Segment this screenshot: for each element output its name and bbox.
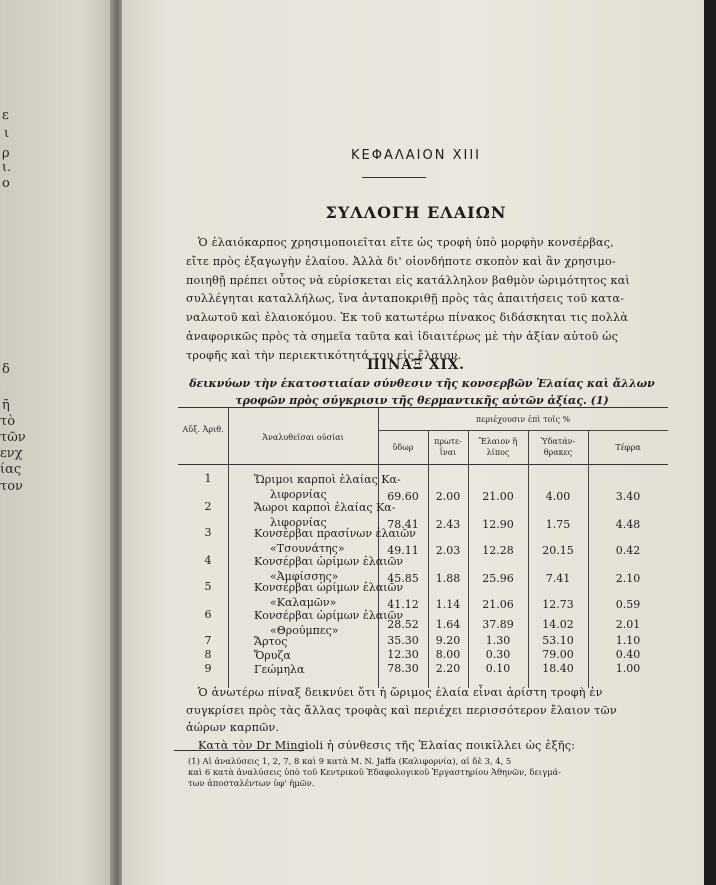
header-carbs: Ὑδατάν-θρακες — [540, 437, 576, 457]
conclusion-paragraph — [186, 684, 664, 754]
cell-ash: 0.59 — [615, 598, 641, 611]
text-line: ἀώρων καρπῶν. — [186, 721, 280, 734]
row-substance-line: «Τσουνάτης» — [270, 542, 345, 555]
cell-carbs: 53.10 — [542, 634, 574, 647]
left-page-fragment: ι. — [2, 160, 12, 175]
table-subtitle-line: τροφῶν πρὸς σύγκρισιν τῆς θερμαντικῆς αὐτῶν ἀξίας. (1) — [235, 394, 609, 407]
section-title: ΣΥΛΛΟΓΗ ΕΛΑΙΩΝ — [325, 203, 507, 222]
row-substance-line: Κονσέρβαι πρασίνων ἐλαιῶν — [254, 527, 416, 540]
heading-divider — [362, 177, 426, 178]
left-page-fragment: ίας — [0, 462, 22, 477]
cell-carbs: 12.73 — [542, 598, 574, 611]
intro-paragraph — [186, 234, 664, 366]
cell-protein: 9.20 — [435, 634, 461, 647]
text-line: συλλέγηται καταλλήλως, ἵνα ἀνταποκριθῇ πρὸς τὰς ἀπαιτήσεις τοῦ κατα- — [186, 292, 625, 306]
cell-fat: 37.89 — [482, 618, 514, 631]
row-number: 1 — [204, 472, 212, 485]
left-page-fragment: ενχ — [0, 446, 23, 461]
row-number: 2 — [204, 500, 212, 513]
left-page-fragment: δ — [2, 362, 10, 377]
cell-water: 78.41 — [387, 518, 419, 531]
cell-water: 35.30 — [387, 634, 419, 647]
page-edge-shadow — [704, 0, 716, 885]
cell-protein: 1.64 — [435, 618, 461, 631]
text-line: ἀναφορικῶς πρὸς τὰ σημεῖα ταῦτα καὶ ἰδιαιτέρως μὲ τὴν ἀξίαν αὐτοῦ ὡς — [186, 329, 619, 343]
cell-water: 69.60 — [387, 490, 419, 503]
cell-fat: 0.30 — [485, 648, 511, 661]
row-substance-line: Κονσέρβαι ὡρίμων ἐλαιῶν — [254, 555, 404, 568]
row-substance-line: Ἄρτος — [254, 635, 288, 648]
table-subtitle — [162, 375, 682, 409]
header-serial-no: Αὔξ. Ἀριθ. — [182, 425, 224, 434]
row-number: 8 — [204, 648, 212, 661]
text-line: ναλωτοῦ καὶ ἐλαιοκόμου. Ἐκ τοῦ κατωτέρω πίνακος διδάσκηται τις πολλὰ — [186, 311, 629, 325]
cell-water: 78.30 — [387, 662, 419, 675]
cell-fat: 21.06 — [482, 598, 514, 611]
text-line: εἴτε πρὸς ἐξαγωγὴν ἐλαίου. Ἀλλὰ δι' οἱονδήποτε σκοπὸν καὶ ἂν χρησιμο- — [186, 254, 616, 268]
cell-fat: 21.00 — [482, 490, 514, 503]
cell-water: 12.30 — [387, 648, 419, 661]
cell-ash: 1.00 — [615, 662, 641, 675]
text-line: Κατὰ τὸν Dr Mingioli ἡ σύνθεσις τῆς Ἐλαίας ποικίλλει ὡς ἑξῆς: — [198, 738, 576, 752]
row-substance-line: «Καλαμῶν» — [270, 596, 337, 609]
left-page-fragment: ο — [2, 176, 10, 191]
cell-carbs: 20.15 — [542, 544, 574, 557]
row-substance-line: Κονσέρβαι ὡρίμων ἐλαιῶν — [254, 581, 404, 594]
table-title: ΠΙΝΑΞ XIX. — [366, 357, 466, 373]
row-substance-line: «Θρούμπες» — [270, 624, 339, 637]
footnote-divider — [174, 750, 304, 751]
left-page-fragment: ῆ — [2, 398, 10, 413]
cell-ash: 2.10 — [615, 572, 641, 585]
text-line: ποιηθῇ πρέπει οὗτος νὰ εὑρίσκεται εἰς κατάλληλον βαθμὸν ὡριμότητος καὶ — [186, 273, 631, 287]
table-subtitle-line: δεικνύων τὴν ἑκατοστιαίαν σύνθεσιν τῆς κονσερβῶν Ἐλαίας καὶ ἄλλων — [189, 377, 655, 390]
cell-carbs: 7.41 — [545, 572, 571, 585]
cell-fat: 12.90 — [482, 518, 514, 531]
cell-ash: 4.48 — [615, 518, 641, 531]
text-line: Ὁ ἀνωτέρω πίναξ δεικνύει ὅτι ἡ ὥριμος ἐλαία εἶναι ἀρίστη τροφὴ ἐν — [198, 686, 603, 699]
table-header — [178, 408, 668, 465]
row-number: 9 — [204, 662, 212, 675]
cell-protein: 1.14 — [435, 598, 461, 611]
cell-carbs: 14.02 — [542, 618, 574, 631]
cell-carbs: 4.00 — [545, 490, 571, 503]
cell-carbs: 18.40 — [542, 662, 574, 675]
left-page-fragment: τὸ — [0, 414, 16, 429]
header-substance: Ἀναλυθεῖσαι οὐσίαι — [262, 433, 344, 442]
row-substance-line: Γεώμηλα — [254, 663, 305, 676]
cell-fat: 25.96 — [482, 572, 514, 585]
cell-protein: 2.43 — [435, 518, 461, 531]
row-number: 4 — [204, 554, 212, 567]
row-substance-line: λιφορνίας — [270, 488, 327, 501]
cell-water: 28.52 — [387, 618, 419, 631]
row-number: 5 — [204, 580, 212, 593]
cell-ash: 0.40 — [615, 648, 641, 661]
footnote-line: (1) Αἱ ἀναλύσεις 1, 2, 7, 8 καὶ 9 κατὰ M. N. Jaffa (Καλιφορνία), αἱ δὲ 3, 4, 5 — [188, 756, 512, 766]
footnote — [188, 756, 658, 789]
row-substance-line: Ὥριμοι καρποὶ ἐλαίας Κα- — [254, 473, 401, 486]
cell-carbs: 1.75 — [545, 518, 571, 531]
text-line: συγκρίσει πρὸς τὰς ἄλλας τροφὰς καὶ περιέχει περισσότερον ἔλαιον τῶν — [186, 703, 617, 717]
header-ash: Τέφρα — [615, 443, 641, 452]
row-substance-line: λιφορνίας — [270, 516, 327, 529]
row-number: 7 — [204, 634, 212, 647]
row-substance-line: «Ἀμφίσσης» — [270, 570, 339, 583]
cell-ash: 3.40 — [615, 490, 641, 503]
header-fat: Ἔλαιον ἢ λίπος — [478, 437, 518, 457]
cell-carbs: 79.00 — [542, 648, 574, 661]
left-page-fragment: ε — [2, 108, 9, 123]
header-water: ὕδωρ — [392, 443, 414, 452]
left-facing-page — [0, 0, 118, 885]
row-number: 3 — [204, 526, 212, 539]
row-substance-line: Ἄωροι καρποὶ ἐλαίας Κα- — [254, 501, 396, 514]
text-line: τροφῆς καὶ τὴν περιεκτικότητά του εἰς ἔλαιον. — [186, 348, 462, 362]
cell-water: 49.11 — [387, 544, 419, 557]
header-protein: πρωτε-ΐναι — [434, 437, 462, 457]
cell-ash: 2.01 — [615, 618, 641, 631]
row-number: 6 — [204, 608, 212, 621]
left-page-fragment: ρ — [2, 146, 10, 161]
cell-fat: 12.28 — [482, 544, 514, 557]
cell-protein: 1.88 — [435, 572, 461, 585]
cell-fat: 1.30 — [485, 634, 511, 647]
composition-table — [178, 407, 668, 676]
cell-fat: 0.10 — [485, 662, 511, 675]
cell-protein: 8.00 — [435, 648, 461, 661]
text-line: Ὁ ἐλαιόκαρπος χρησιμοποιεῖται εἴτε ὡς τροφὴ ὑπὸ μορφὴν κονσέρβας, — [198, 236, 614, 249]
cell-water: 45.85 — [387, 572, 419, 585]
left-page-fragment: τῶν — [0, 430, 26, 445]
chapter-heading: ΚΕΦΑΛΑΙΟΝ XIII — [351, 148, 481, 163]
header-percent-group: περιέχουσιν ἐπὶ τοῖς % — [475, 415, 571, 424]
left-page-fragment: τον — [0, 479, 23, 494]
book-page — [122, 0, 710, 885]
cell-ash: 0.42 — [615, 544, 641, 557]
footnote-line: των ἀποσταλέντων ὑφ' ἡμῶν. — [188, 778, 315, 788]
cell-ash: 1.10 — [615, 634, 641, 647]
cell-protein: 2.20 — [435, 662, 461, 675]
row-substance-line: Κονσέρβαι ὡρίμων ἐλαιῶν — [254, 609, 404, 622]
footnote-line: καὶ 6 κατὰ ἀναλύσεις ὑπὸ τοῦ Κεντρικοῦ Ἐδαφολογικοῦ Ἐργαστηρίου Ἀθηνῶν, δειγμά- — [188, 767, 562, 777]
cell-protein: 2.03 — [435, 544, 461, 557]
row-substance-line: Ὄρυζα — [254, 649, 291, 662]
left-page-fragment: ι — [4, 126, 10, 141]
cell-protein: 2.00 — [435, 490, 461, 503]
cell-water: 41.12 — [387, 598, 419, 611]
